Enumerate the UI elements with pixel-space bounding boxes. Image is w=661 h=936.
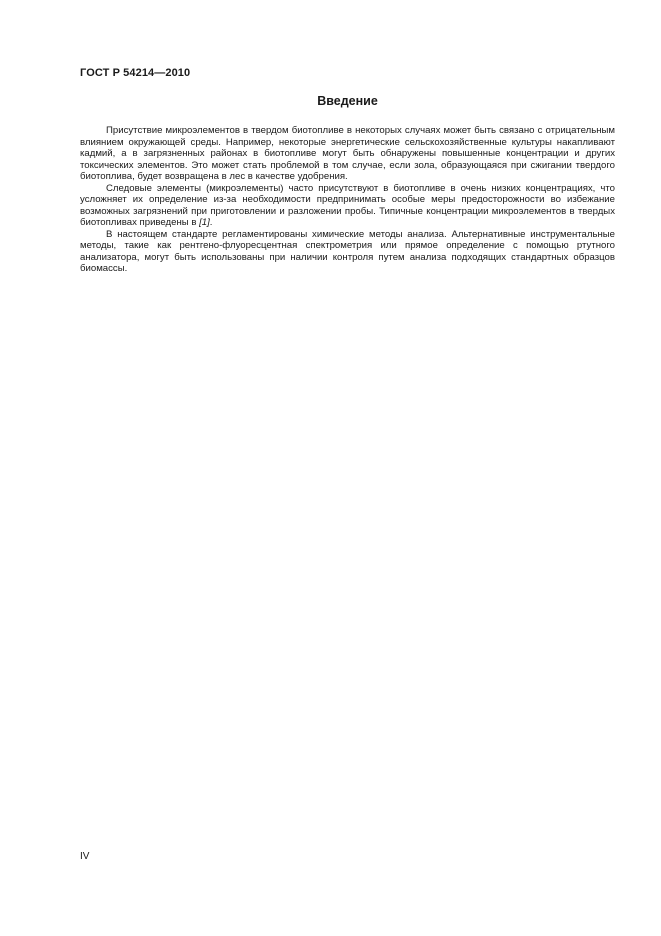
introduction-body	[80, 125, 615, 275]
paragraph-1-text: Присутствие микроэлементов в твердом биотопливе в некоторых случаях может быть связано с отрицательным влиянием окружающей среды. Например, некоторые энергетические сельскохозяйственные культуры накапливают кадмий, а в загрязненных районах в биотопливе могут быть обнаружены повышенные концентрации и других токсических элементов. Это может стать проблемой в том случае, если зола, образующаяся при сжигании твердого биотоплива, будет возвращена в лес в качестве удобрения.	[80, 125, 615, 182]
section-title: Введение	[317, 94, 378, 108]
document-code: ГОСТ Р 54214—2010	[80, 67, 191, 79]
paragraph-2-tail: .	[209, 217, 213, 228]
bibliography-reference: [1]	[199, 217, 210, 228]
paragraph-2	[80, 183, 615, 229]
paragraph-1	[80, 125, 615, 183]
paragraph-2-text: Следовые элементы (микроэлементы) часто присутствуют в биотопливе в очень низких концентрациях, что усложняет их определение из-за необходимости предпринимать особые меры предосторожности во избежание возможных загрязнений при приготовлении и разложении пробы. Типичные концентрации микроэлементов в твердых биотопливах приведены в	[80, 182, 615, 228]
paragraph-3	[80, 229, 615, 275]
page-number: IV	[80, 851, 90, 862]
paragraph-3-text: В настоящем стандарте регламентированы химические методы анализа. Альтернативные инструментальные методы, такие как рентгено-флуоресцентная спектрометрия или прямое определение с помощью ртутного анализатора, могут быть использованы при наличии контроля путем анализа подходящих стандартных образцов биомассы.	[80, 228, 615, 274]
